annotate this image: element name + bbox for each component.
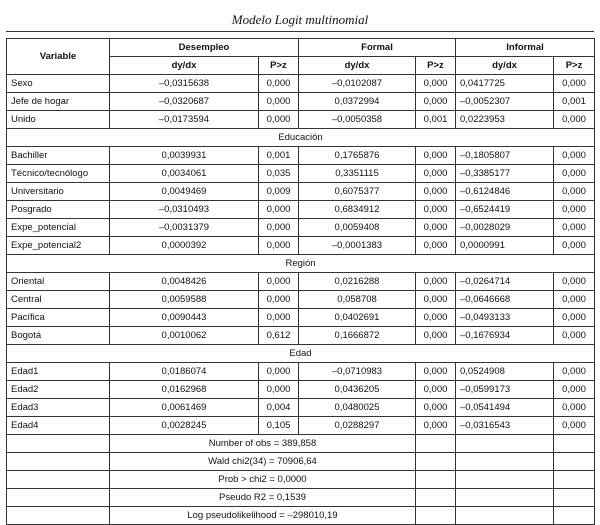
row-variable-name: Edad4 xyxy=(7,417,110,435)
cell-dydx: –0,0710983 xyxy=(299,363,416,381)
cell-dydx: 0,0186074 xyxy=(110,363,259,381)
cell-pz: 0,000 xyxy=(554,201,595,219)
group-header-formal: Formal xyxy=(299,39,456,57)
cell-dydx: –0,0052307 xyxy=(456,93,554,111)
row-variable-name: Jefe de hogar xyxy=(7,93,110,111)
cell-pz: 0,000 xyxy=(554,417,595,435)
cell-dydx: 0,0216288 xyxy=(299,273,416,291)
cell-pz: 0,000 xyxy=(416,147,456,165)
empty-cell xyxy=(416,471,456,489)
cell-pz: 0,000 xyxy=(416,237,456,255)
empty-cell xyxy=(456,489,554,507)
row-variable-name: Expe_potencial2 xyxy=(7,237,110,255)
cell-dydx: 0,3351115 xyxy=(299,165,416,183)
table-row xyxy=(7,381,595,399)
cell-dydx: 0,0417725 xyxy=(456,75,554,93)
cell-pz: 0,105 xyxy=(259,417,299,435)
cell-dydx: –0,1805807 xyxy=(456,147,554,165)
subcol-pz: P>z xyxy=(416,57,456,75)
model-statistic: Pseudo R2 = 0,1539 xyxy=(110,489,416,507)
cell-dydx: 0,0436205 xyxy=(299,381,416,399)
empty-cell xyxy=(7,435,110,453)
empty-cell xyxy=(416,435,456,453)
cell-pz: 0,000 xyxy=(554,147,595,165)
cell-dydx: 0,6834912 xyxy=(299,201,416,219)
cell-pz: 0,000 xyxy=(554,75,595,93)
stat-row xyxy=(7,435,595,453)
results-table xyxy=(6,38,595,525)
cell-dydx: 0,0059408 xyxy=(299,219,416,237)
cell-dydx: 0,0061469 xyxy=(110,399,259,417)
cell-dydx: 0,0288297 xyxy=(299,417,416,435)
empty-cell xyxy=(7,489,110,507)
cell-dydx: 0,058708 xyxy=(299,291,416,309)
cell-pz: 0,009 xyxy=(259,183,299,201)
cell-dydx: –0,0310493 xyxy=(110,201,259,219)
stat-row xyxy=(7,471,595,489)
model-statistic: Number of obs = 389,858 xyxy=(110,435,416,453)
subcol-dydx: dy/dx xyxy=(110,57,259,75)
cell-pz: 0,000 xyxy=(554,219,595,237)
section-label: Edad xyxy=(7,345,595,363)
cell-pz: 0,001 xyxy=(259,147,299,165)
table-row xyxy=(7,309,595,327)
cell-dydx: 0,0372994 xyxy=(299,93,416,111)
table-row xyxy=(7,165,595,183)
table-row xyxy=(7,273,595,291)
empty-cell xyxy=(416,507,456,525)
section-label: Región xyxy=(7,255,595,273)
subcol-pz: P>z xyxy=(554,57,595,75)
cell-pz: 0,000 xyxy=(554,309,595,327)
section-row xyxy=(7,129,595,147)
cell-dydx: –0,0541494 xyxy=(456,399,554,417)
cell-pz: 0,000 xyxy=(554,111,595,129)
cell-pz: 0,000 xyxy=(416,417,456,435)
cell-pz: 0,612 xyxy=(259,327,299,345)
cell-dydx: –0,0173594 xyxy=(110,111,259,129)
cell-dydx: –0,0102087 xyxy=(299,75,416,93)
cell-pz: 0,001 xyxy=(554,93,595,111)
table-row xyxy=(7,201,595,219)
cell-dydx: 0,0162968 xyxy=(110,381,259,399)
cell-pz: 0,000 xyxy=(554,183,595,201)
cell-dydx: 0,0049469 xyxy=(110,183,259,201)
subcol-dydx: dy/dx xyxy=(456,57,554,75)
cell-pz: 0,000 xyxy=(416,75,456,93)
empty-cell xyxy=(456,507,554,525)
row-variable-name: Edad2 xyxy=(7,381,110,399)
cell-dydx: –0,0050358 xyxy=(299,111,416,129)
cell-pz: 0,000 xyxy=(416,219,456,237)
cell-dydx: –0,0264714 xyxy=(456,273,554,291)
model-statistic: Log pseudolikelihood = –298010,19 xyxy=(110,507,416,525)
subcol-dydx: dy/dx xyxy=(299,57,416,75)
cell-dydx: –0,0028029 xyxy=(456,219,554,237)
empty-cell xyxy=(456,453,554,471)
row-variable-name: Edad3 xyxy=(7,399,110,417)
cell-pz: 0,000 xyxy=(554,273,595,291)
variable-header: Variable xyxy=(7,39,110,75)
cell-dydx: 0,0000392 xyxy=(110,237,259,255)
model-statistic: Prob > chi2 = 0,0000 xyxy=(110,471,416,489)
table-row xyxy=(7,219,595,237)
cell-pz: 0,000 xyxy=(554,165,595,183)
subcol-pz: P>z xyxy=(259,57,299,75)
cell-dydx: 0,0059588 xyxy=(110,291,259,309)
stat-row xyxy=(7,489,595,507)
cell-dydx: 0,0010062 xyxy=(110,327,259,345)
row-variable-name: Universitario xyxy=(7,183,110,201)
cell-dydx: –0,6124846 xyxy=(456,183,554,201)
header-row-groups xyxy=(7,39,595,57)
table-row xyxy=(7,111,595,129)
empty-cell xyxy=(554,507,595,525)
empty-cell xyxy=(554,435,595,453)
cell-dydx: 0,1666872 xyxy=(299,327,416,345)
section-row xyxy=(7,345,595,363)
section-row xyxy=(7,255,595,273)
table-row xyxy=(7,363,595,381)
cell-pz: 0,000 xyxy=(416,165,456,183)
cell-dydx: –0,3385177 xyxy=(456,165,554,183)
cell-dydx: –0,0320687 xyxy=(110,93,259,111)
cell-pz: 0,000 xyxy=(416,273,456,291)
cell-dydx: –0,0001383 xyxy=(299,237,416,255)
cell-pz: 0,001 xyxy=(416,111,456,129)
empty-cell xyxy=(416,453,456,471)
table-row xyxy=(7,291,595,309)
cell-pz: 0,000 xyxy=(416,201,456,219)
cell-pz: 0,000 xyxy=(259,291,299,309)
empty-cell xyxy=(7,471,110,489)
group-header-informal: Informal xyxy=(456,39,595,57)
row-variable-name: Técnico/tecnólogo xyxy=(7,165,110,183)
empty-cell xyxy=(7,453,110,471)
cell-pz: 0,000 xyxy=(416,399,456,417)
empty-cell xyxy=(554,471,595,489)
cell-pz: 0,000 xyxy=(259,309,299,327)
cell-dydx: 0,0039931 xyxy=(110,147,259,165)
table-row xyxy=(7,93,595,111)
cell-dydx: –0,1676934 xyxy=(456,327,554,345)
row-variable-name: Sexo xyxy=(7,75,110,93)
cell-pz: 0,000 xyxy=(259,381,299,399)
empty-cell xyxy=(7,507,110,525)
cell-dydx: –0,0315638 xyxy=(110,75,259,93)
row-variable-name: Central xyxy=(7,291,110,309)
row-variable-name: Expe_potencial xyxy=(7,219,110,237)
table-row xyxy=(7,327,595,345)
stat-row xyxy=(7,507,595,525)
row-variable-name: Bachiller xyxy=(7,147,110,165)
table-title: Modelo Logit multinomial xyxy=(231,12,369,27)
row-variable-name: Unido xyxy=(7,111,110,129)
cell-pz: 0,000 xyxy=(259,273,299,291)
cell-pz: 0,000 xyxy=(416,183,456,201)
cell-dydx: 0,0524908 xyxy=(456,363,554,381)
row-variable-name: Edad1 xyxy=(7,363,110,381)
cell-pz: 0,000 xyxy=(259,93,299,111)
empty-cell xyxy=(456,471,554,489)
row-variable-name: Posgrado xyxy=(7,201,110,219)
cell-dydx: –0,0599173 xyxy=(456,381,554,399)
table-row xyxy=(7,399,595,417)
cell-pz: 0,000 xyxy=(416,93,456,111)
cell-pz: 0,000 xyxy=(416,327,456,345)
cell-pz: 0,000 xyxy=(554,327,595,345)
cell-dydx: 0,0048426 xyxy=(110,273,259,291)
cell-pz: 0,000 xyxy=(259,237,299,255)
row-variable-name: Bogotá xyxy=(7,327,110,345)
section-label: Educación xyxy=(7,129,595,147)
cell-pz: 0,000 xyxy=(554,381,595,399)
table-row xyxy=(7,183,595,201)
cell-pz: 0,000 xyxy=(554,363,595,381)
table-body xyxy=(7,75,595,525)
cell-pz: 0,000 xyxy=(416,381,456,399)
table-row xyxy=(7,75,595,93)
cell-dydx: –0,0493133 xyxy=(456,309,554,327)
cell-pz: 0,000 xyxy=(259,363,299,381)
empty-cell xyxy=(554,453,595,471)
cell-dydx: –0,0316543 xyxy=(456,417,554,435)
cell-pz: 0,000 xyxy=(416,363,456,381)
empty-cell xyxy=(456,435,554,453)
cell-pz: 0,000 xyxy=(416,309,456,327)
cell-pz: 0,000 xyxy=(259,201,299,219)
empty-cell xyxy=(416,489,456,507)
cell-dydx: 0,0090443 xyxy=(110,309,259,327)
cell-dydx: 0,0034061 xyxy=(110,165,259,183)
cell-dydx: 0,0402691 xyxy=(299,309,416,327)
cell-dydx: 0,6075377 xyxy=(299,183,416,201)
row-variable-name: Oriental xyxy=(7,273,110,291)
table-row xyxy=(7,147,595,165)
cell-dydx: 0,0480025 xyxy=(299,399,416,417)
cell-pz: 0,000 xyxy=(416,291,456,309)
cell-pz: 0,004 xyxy=(259,399,299,417)
cell-dydx: 0,0000991 xyxy=(456,237,554,255)
cell-dydx: 0,0223953 xyxy=(456,111,554,129)
top-rule xyxy=(6,31,594,32)
model-statistic: Wald chi2(34) = 70906,64 xyxy=(110,453,416,471)
cell-pz: 0,035 xyxy=(259,165,299,183)
cell-dydx: –0,0646668 xyxy=(456,291,554,309)
cell-pz: 0,000 xyxy=(554,237,595,255)
cell-pz: 0,000 xyxy=(554,399,595,417)
cell-pz: 0,000 xyxy=(554,291,595,309)
cell-pz: 0,000 xyxy=(259,75,299,93)
cell-dydx: 0,1765876 xyxy=(299,147,416,165)
cell-dydx: –0,0031379 xyxy=(110,219,259,237)
cell-pz: 0,000 xyxy=(259,219,299,237)
cell-pz: 0,000 xyxy=(259,111,299,129)
table-row xyxy=(7,237,595,255)
cell-dydx: –0,6524419 xyxy=(456,201,554,219)
table-row xyxy=(7,417,595,435)
stat-row xyxy=(7,453,595,471)
group-header-desempleo: Desempleo xyxy=(110,39,299,57)
empty-cell xyxy=(554,489,595,507)
row-variable-name: Pacífica xyxy=(7,309,110,327)
cell-dydx: 0,0028245 xyxy=(110,417,259,435)
